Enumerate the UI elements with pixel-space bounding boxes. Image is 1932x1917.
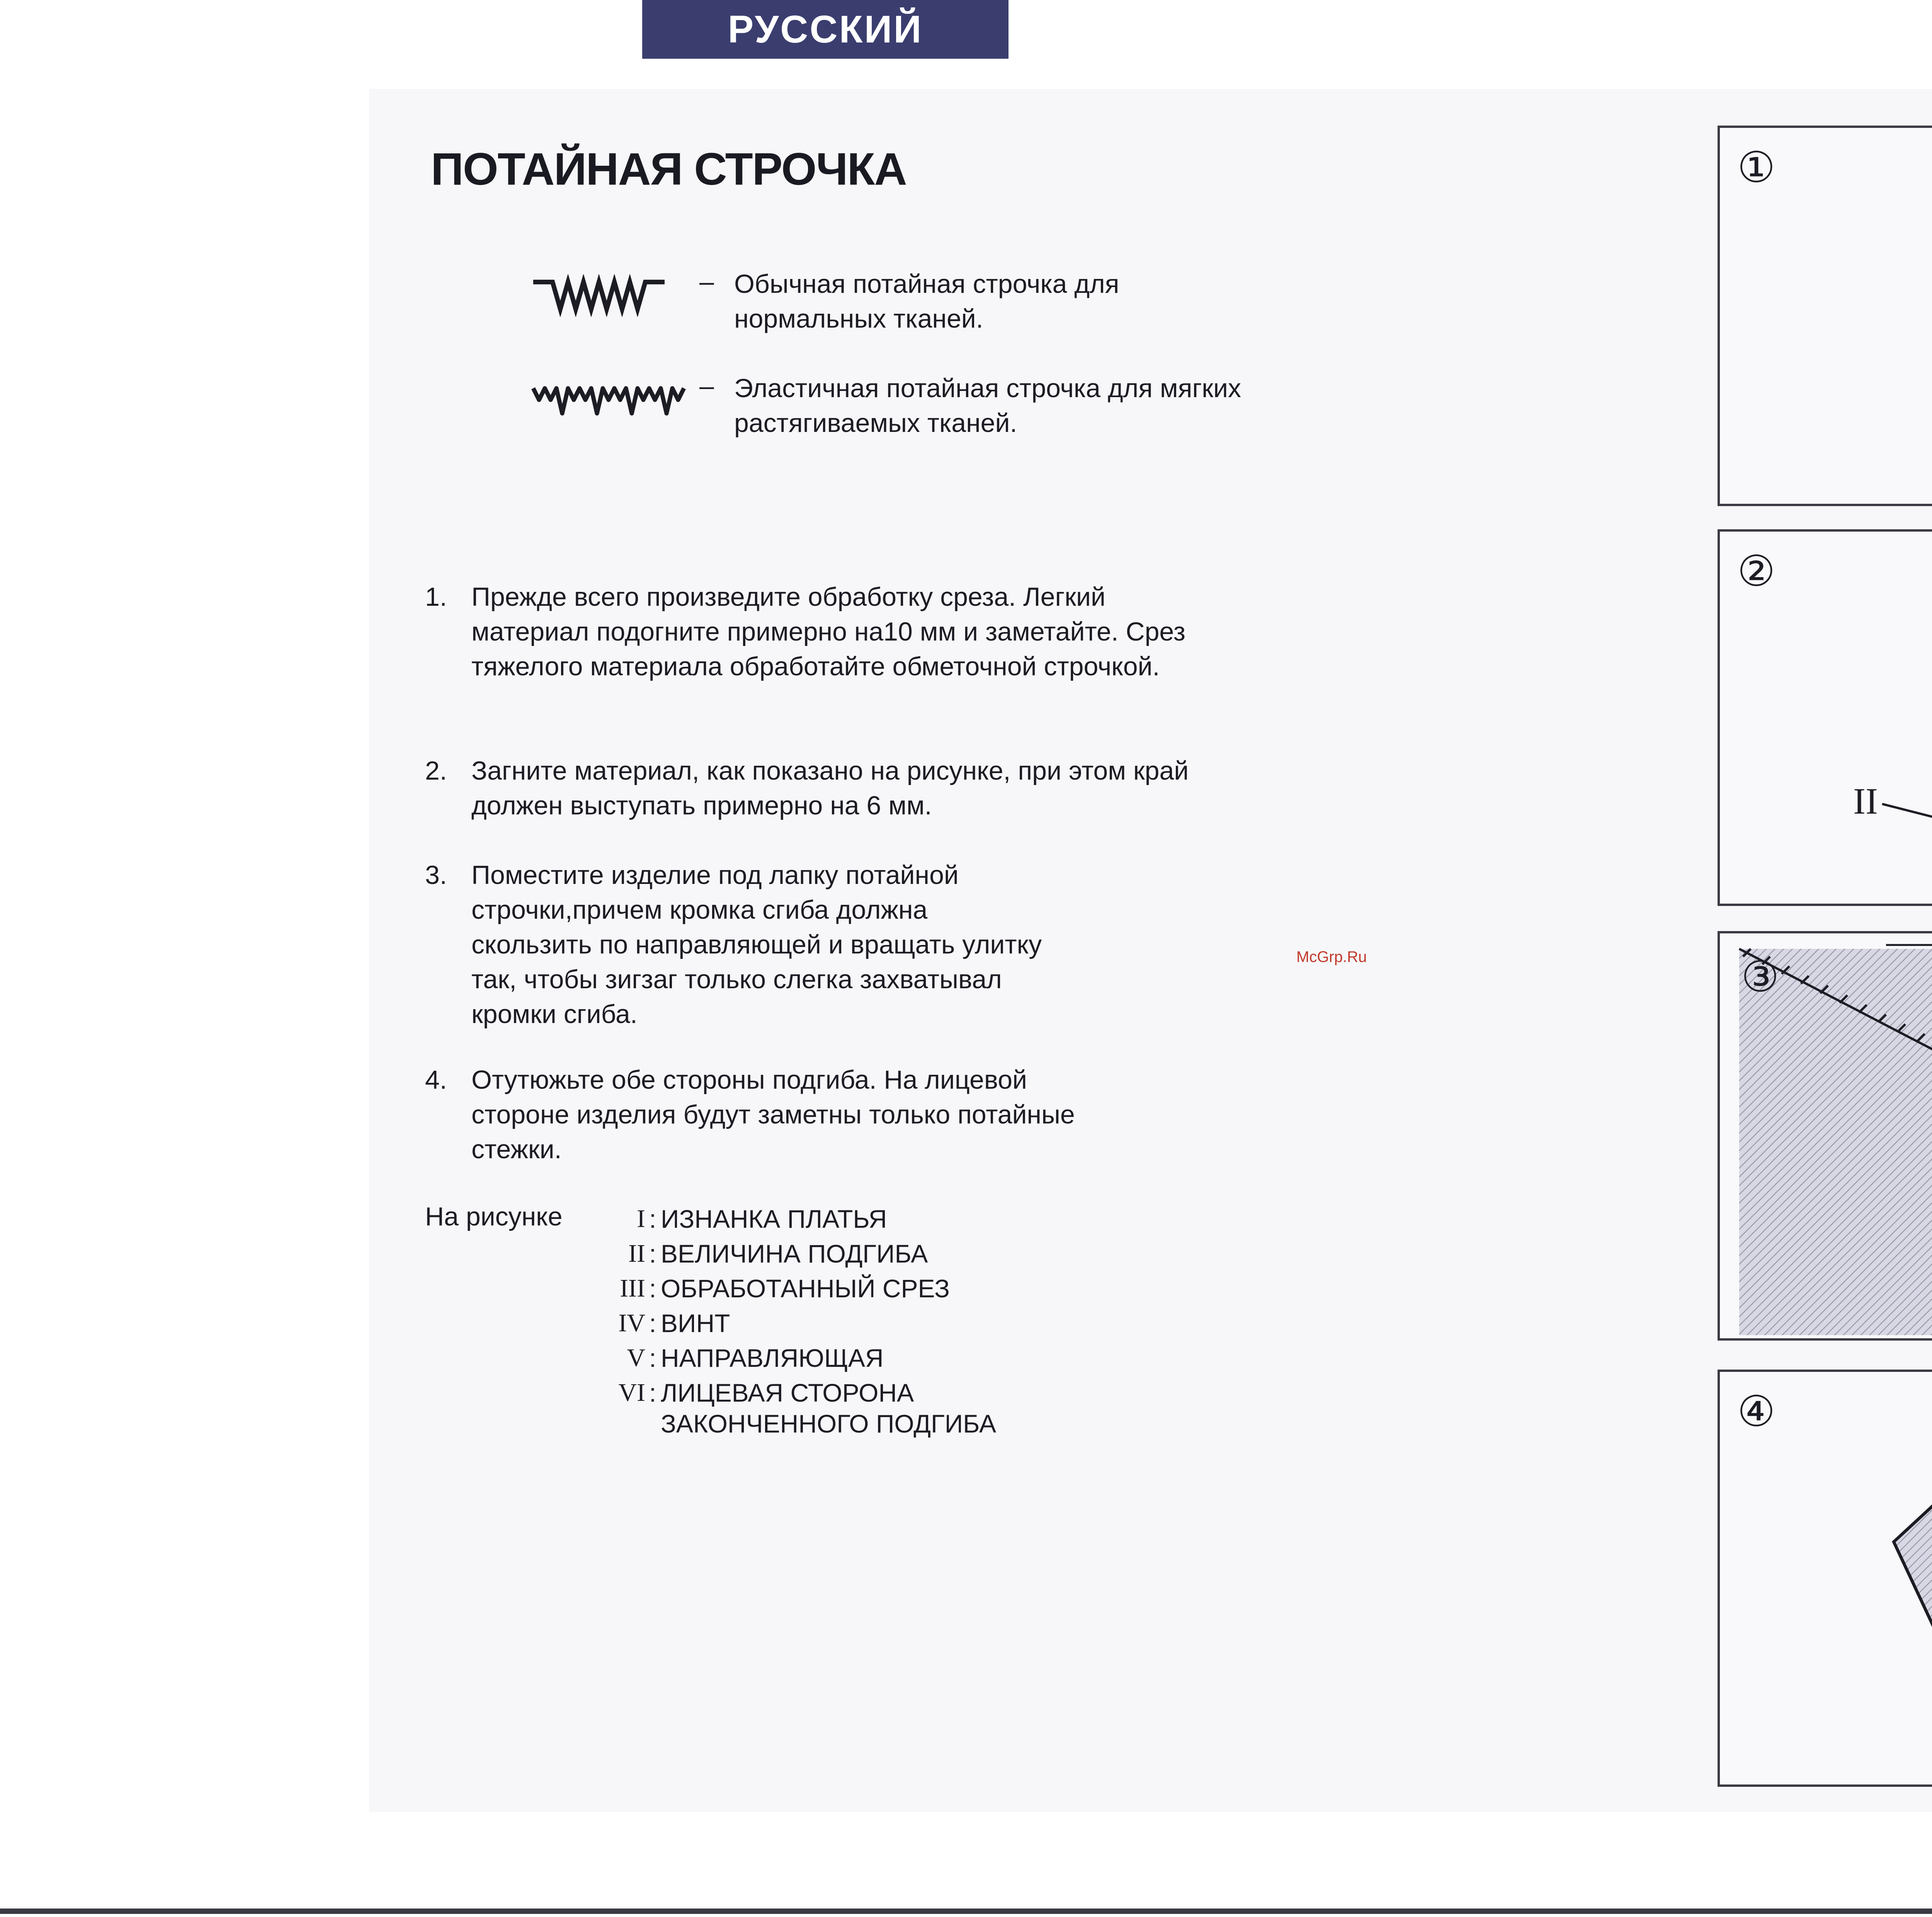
step-text: Поместите изделие под лапку потайной строчки,причем кромка сгиба должна скользить по направляющей и вращать улитку так, чтобы зигзаг только слегка захватывал кромки сгиба. [471, 860, 1042, 1029]
step-text: Прежде всего произведите обработку среза. Легкий материал подогните примерно на10 мм и заметайте. Срез тяжелого материала обработайте обметочной строчкой. [471, 582, 1185, 681]
legend-numeral: IV [618, 1309, 645, 1337]
stitch-description: Обычная потайная строчка для нормальных тканей. [734, 269, 1119, 333]
step-number: 3. [425, 860, 447, 890]
blind-stitch-icon [529, 274, 684, 317]
stitch-dash: – [699, 267, 714, 296]
step-number: 1. [425, 582, 447, 612]
legend-text: ВЕЛИЧИНА ПОДГИБА [661, 1239, 928, 1268]
legend-item: VI : ЛИЦЕВАЯ СТОРОНА ЗАКОНЧЕННОГО ПОДГИБА [603, 1377, 1298, 1443]
legend-text: ЛИЦЕВАЯ СТОРОНА ЗАКОНЧЕННОГО ПОДГИБА [661, 1378, 997, 1438]
bottom-rule [0, 1909, 1932, 1914]
language-badge: РУССКИЙ [642, 0, 1009, 59]
page-title: ПОТАЙНАЯ СТРОЧКА [431, 144, 906, 195]
figure-2-drawing [1720, 532, 1932, 908]
legend-text: ИЗНАНКА ПЛАТЬЯ [661, 1205, 887, 1233]
figure-badge: ① [1737, 143, 1776, 192]
figure-4-drawing [1720, 1372, 1932, 1789]
figure-1-panel [1718, 126, 1932, 506]
figure-2-panel [1718, 529, 1932, 906]
figure-1-drawing [1720, 128, 1932, 508]
legend-text: НАПРАВЛЯЮЩАЯ [661, 1344, 884, 1372]
legend-item: IV : ВИНТ [603, 1308, 1298, 1343]
elastic-blind-stitch-icon [529, 379, 692, 421]
legend-numeral: I [637, 1205, 645, 1233]
watermark-link[interactable]: McGrp.Ru [1296, 948, 1367, 965]
stitch-dash: – [699, 371, 714, 401]
step-number: 4. [425, 1065, 447, 1094]
step-number: 2. [425, 756, 447, 785]
legend-text: ОБРАБОТАННЫЙ СРЕЗ [661, 1274, 950, 1303]
figure-4-panel [1718, 1370, 1932, 1787]
legend-item: I : ИЗНАНКА ПЛАТЬЯ [603, 1203, 1298, 1238]
label-II: II [1853, 780, 1878, 822]
figure-3-panel [1718, 931, 1932, 1341]
legend-item: III : ОБРАБОТАННЫЙ СРЕЗ [603, 1273, 1298, 1308]
figure-badge: ④ [1737, 1387, 1776, 1436]
stitch-row-blind [529, 267, 1264, 344]
legend-numeral: VI [618, 1378, 645, 1407]
step-text: Загните материал, как показано на рисунке, при этом край должен выступать примерно на 6 мм. [471, 756, 1189, 820]
figure-badge: ② [1737, 546, 1776, 596]
legend-item: V : НАПРАВЛЯЮЩАЯ [603, 1343, 1298, 1377]
legend-numeral: V [627, 1344, 645, 1372]
stitch-description: Эластичная потайная строчка для мягких растягиваемых тканей. [734, 374, 1242, 438]
legend-title: На рисунке [425, 1202, 563, 1231]
figure-badge: ③ [1741, 952, 1779, 1001]
legend-numeral: III [620, 1274, 645, 1302]
figure-3-drawing [1720, 933, 1932, 1343]
legend-item: II : ВЕЛИЧИНА ПОДГИБА [603, 1238, 1298, 1273]
stitch-row-elastic [529, 371, 1264, 448]
legend-text: ВИНТ [661, 1309, 730, 1337]
step-text: Отутюжьте обе стороны подгиба. На лицевой стороне изделия будут заметны только потайные стежки. [471, 1065, 1075, 1164]
legend-numeral: II [628, 1239, 645, 1268]
